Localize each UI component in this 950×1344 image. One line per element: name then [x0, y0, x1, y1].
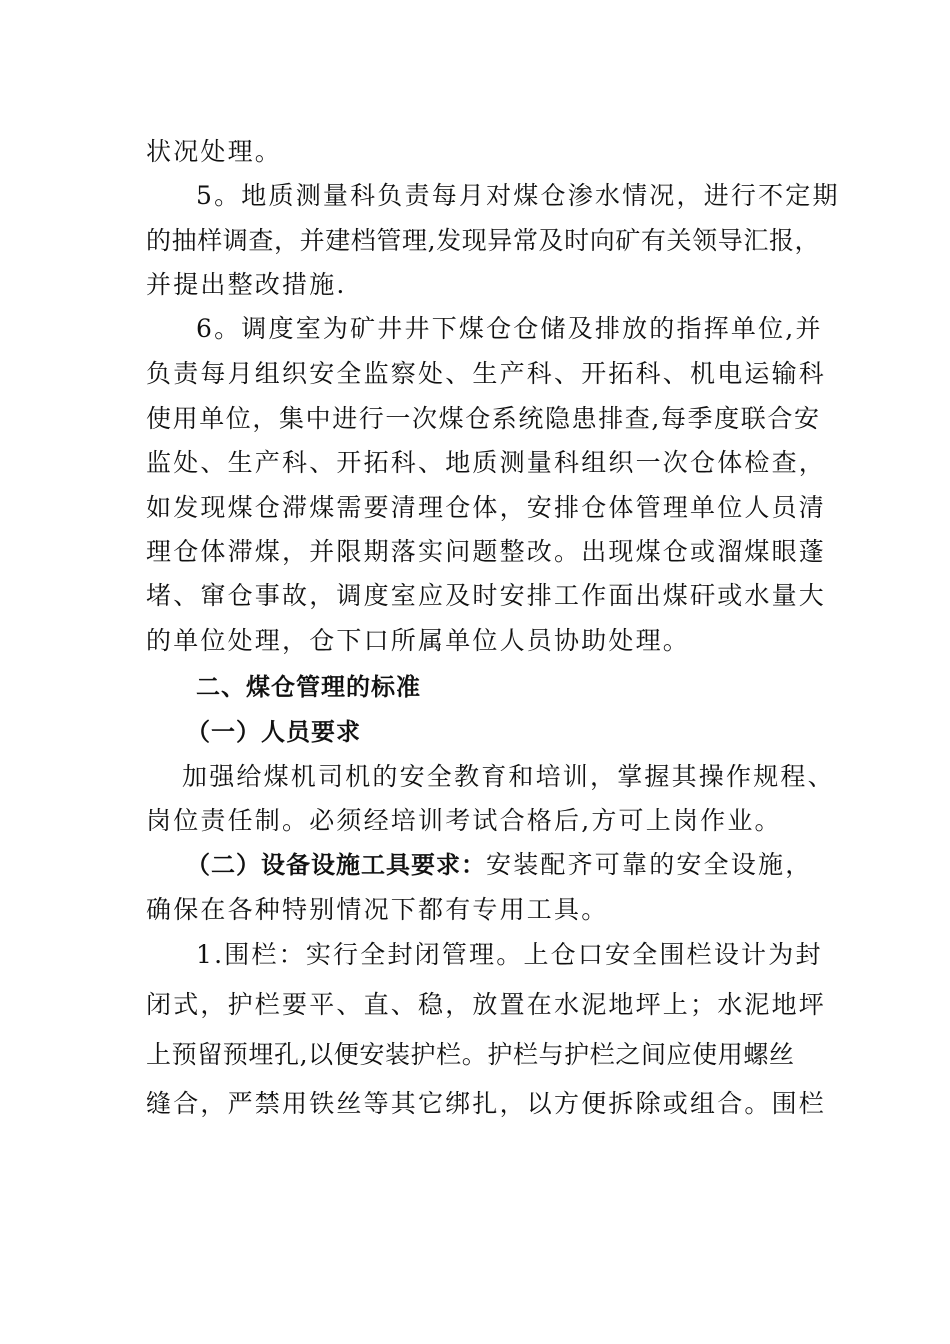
sub-heading-personnel: （一）人员要求: [186, 718, 361, 746]
paragraph-line: 加强给煤机司机的安全教育和培训，掌握其操作规程、: [182, 762, 835, 791]
paragraph-line: 6。调度室为矿井井下煤仓仓储及排放的指挥单位,并: [196, 314, 823, 343]
paragraph-line: 缝合，严禁用铁丝等其它绑扎，以方便拆除或组合。围栏: [146, 1089, 827, 1118]
equipment-text: 安装配齐可靠的安全设施，: [486, 850, 813, 879]
paragraph-line: 闭式，护栏要平、直、稳，放置在水泥地坪上；水泥地坪: [146, 990, 827, 1019]
sub-heading-equipment: （二）设备设施工具要求：: [186, 851, 486, 879]
paragraph-line: 并提出整改措施.: [146, 270, 347, 299]
paragraph-line: 理仓体滞煤，并限期落实问题整改。出现煤仓或溜煤眼蓬: [146, 537, 827, 566]
paragraph-line: 堵、窜仓事故，调度室应及时安排工作面出煤矸或水量大: [146, 581, 827, 610]
paragraph-line: 如发现煤仓滞煤需要清理仓体，安排仓体管理单位人员清: [146, 493, 827, 522]
paragraph-line: 5。地质测量科负责每月对煤仓渗水情况，进行不定期: [196, 181, 840, 210]
paragraph-line: 负责每月组织安全监察处、生产科、开拓科、机电运输科: [146, 359, 827, 388]
paragraph-line: 使用单位，集中进行一次煤仓系统隐患排查,每季度联合安: [146, 404, 821, 433]
paragraph-line: 监处、生产科、开拓科、地质测量科组织一次仓体检查，: [146, 448, 827, 477]
equipment-line: [186, 850, 812, 880]
paragraph-line: 1.围栏：实行全封闭管理。上仓口安全围栏设计为封: [196, 940, 823, 969]
paragraph-line: 状况处理。: [146, 137, 283, 166]
paragraph-line: 岗位责任制。必须经培训考试合格后,方可上岗作业。: [146, 806, 782, 835]
section-heading: 二、煤仓管理的标准: [196, 673, 421, 701]
paragraph-line: 上预留预埋孔,以便安装护栏。护栏与护栏之间应使用螺丝: [146, 1040, 795, 1069]
paragraph-line: 的抽样调查，并建档管理,发现异常及时向矿有关领导汇报，: [146, 226, 821, 255]
paragraph-line: 确保在各种特别情况下都有专用工具。: [146, 895, 609, 924]
paragraph-line: 的单位处理，仓下口所属单位人员协助处理。: [146, 626, 691, 655]
